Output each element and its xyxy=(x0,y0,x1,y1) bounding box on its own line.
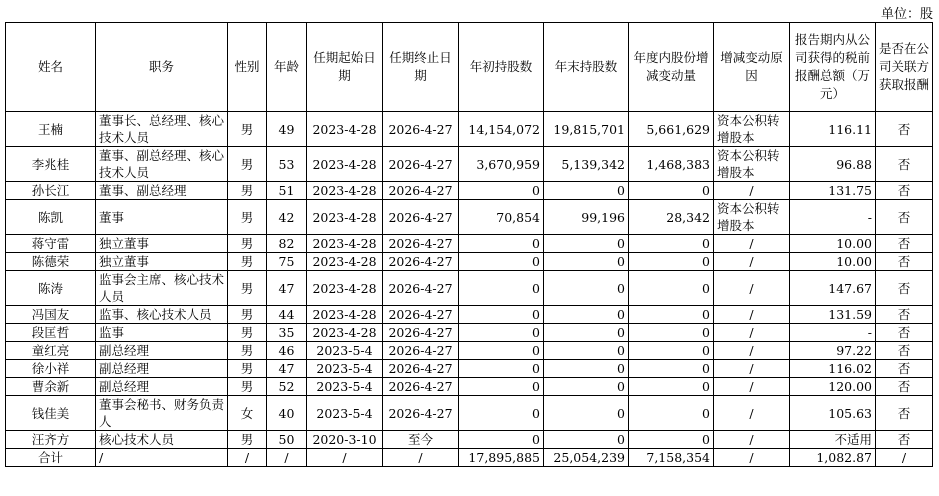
person-name-cell: 王楠 xyxy=(6,112,96,147)
change-reason-cell: / xyxy=(714,324,790,342)
related-pay-cell: 否 xyxy=(876,396,933,431)
begin-shares-cell: 0 xyxy=(459,378,544,396)
term-end-cell: 2026-4-27 xyxy=(383,360,459,378)
header-pay: 报告期内从公司获得的税前报酬总额（万元） xyxy=(790,23,876,112)
position-cell: 独立董事 xyxy=(96,253,228,271)
share-change-cell: 0 xyxy=(629,253,714,271)
table-row xyxy=(6,271,933,306)
header-term-end: 任期终止日期 xyxy=(383,23,459,112)
age-cell: 51 xyxy=(267,182,307,200)
gender-cell: 男 xyxy=(228,253,267,271)
change-reason-cell: 资本公积转增股本 xyxy=(714,200,790,235)
pay-cell: 131.59 xyxy=(790,306,876,324)
change-reason-cell: / xyxy=(714,235,790,253)
term-start-cell: 2023-4-28 xyxy=(307,235,383,253)
begin-shares-cell: 0 xyxy=(459,431,544,449)
end-shares-cell: 0 xyxy=(544,431,629,449)
change-reason-cell: / xyxy=(714,271,790,306)
position-cell: 副总经理 xyxy=(96,378,228,396)
begin-shares-cell: 0 xyxy=(459,396,544,431)
position-cell: 独立董事 xyxy=(96,235,228,253)
pay-cell: 116.11 xyxy=(790,112,876,147)
share-change-cell: 5,661,629 xyxy=(629,112,714,147)
pay-cell: 1,082.87 xyxy=(790,449,876,467)
person-name-cell: 童红亮 xyxy=(6,342,96,360)
position-cell: 监事会主席、核心技术人员 xyxy=(96,271,228,306)
table-row xyxy=(6,112,933,147)
person-name-cell: 陈凯 xyxy=(6,200,96,235)
gender-cell: 男 xyxy=(228,147,267,182)
related-pay-cell: 否 xyxy=(876,271,933,306)
management-shareholding-table xyxy=(5,22,933,467)
begin-shares-cell: 3,670,959 xyxy=(459,147,544,182)
header-related-pay: 是否在公司关联方获取报酬 xyxy=(876,23,933,112)
begin-shares-cell: 17,895,885 xyxy=(459,449,544,467)
share-change-cell: 0 xyxy=(629,324,714,342)
related-pay-cell: 否 xyxy=(876,306,933,324)
age-cell: 44 xyxy=(267,306,307,324)
end-shares-cell: 0 xyxy=(544,396,629,431)
begin-shares-cell: 0 xyxy=(459,253,544,271)
pay-cell: 96.88 xyxy=(790,147,876,182)
person-name-cell: 合计 xyxy=(6,449,96,467)
share-change-cell: 0 xyxy=(629,360,714,378)
share-change-cell: 0 xyxy=(629,378,714,396)
pay-cell: - xyxy=(790,324,876,342)
end-shares-cell: 0 xyxy=(544,378,629,396)
term-end-cell: 2026-4-27 xyxy=(383,112,459,147)
table-row xyxy=(6,253,933,271)
related-pay-cell: 否 xyxy=(876,253,933,271)
term-start-cell: 2023-4-28 xyxy=(307,200,383,235)
total-row xyxy=(6,449,933,467)
end-shares-cell: 19,815,701 xyxy=(544,112,629,147)
term-end-cell: / xyxy=(383,449,459,467)
pay-cell: 120.00 xyxy=(790,378,876,396)
age-cell: 46 xyxy=(267,342,307,360)
term-end-cell: 2026-4-27 xyxy=(383,324,459,342)
end-shares-cell: 0 xyxy=(544,182,629,200)
gender-cell: 男 xyxy=(228,378,267,396)
term-end-cell: 2026-4-27 xyxy=(383,147,459,182)
table-row xyxy=(6,342,933,360)
age-cell: 50 xyxy=(267,431,307,449)
term-end-cell: 2026-4-27 xyxy=(383,342,459,360)
begin-shares-cell: 0 xyxy=(459,182,544,200)
end-shares-cell: 99,196 xyxy=(544,200,629,235)
share-change-cell: 0 xyxy=(629,235,714,253)
position-cell: / xyxy=(96,449,228,467)
header-age: 年龄 xyxy=(267,23,307,112)
end-shares-cell: 0 xyxy=(544,306,629,324)
term-end-cell: 2026-4-27 xyxy=(383,396,459,431)
end-shares-cell: 0 xyxy=(544,271,629,306)
person-name-cell: 曹余新 xyxy=(6,378,96,396)
position-cell: 董事长、总经理、核心技术人员 xyxy=(96,112,228,147)
related-pay-cell: 否 xyxy=(876,182,933,200)
pay-cell: 105.63 xyxy=(790,396,876,431)
age-cell: 75 xyxy=(267,253,307,271)
table-row xyxy=(6,360,933,378)
gender-cell: / xyxy=(228,449,267,467)
person-name-cell: 孙长江 xyxy=(6,182,96,200)
position-cell: 董事会秘书、财务负责人 xyxy=(96,396,228,431)
related-pay-cell: 否 xyxy=(876,360,933,378)
term-start-cell: 2023-4-28 xyxy=(307,253,383,271)
end-shares-cell: 0 xyxy=(544,342,629,360)
pay-cell: 131.75 xyxy=(790,182,876,200)
term-start-cell: 2020-3-10 xyxy=(307,431,383,449)
age-cell: 53 xyxy=(267,147,307,182)
term-end-cell: 2026-4-27 xyxy=(383,306,459,324)
gender-cell: 男 xyxy=(228,182,267,200)
term-start-cell: / xyxy=(307,449,383,467)
table-row xyxy=(6,396,933,431)
gender-cell: 男 xyxy=(228,342,267,360)
related-pay-cell: 否 xyxy=(876,200,933,235)
age-cell: 42 xyxy=(267,200,307,235)
age-cell: 52 xyxy=(267,378,307,396)
age-cell: 47 xyxy=(267,360,307,378)
person-name-cell: 段匡哲 xyxy=(6,324,96,342)
share-change-cell: 0 xyxy=(629,396,714,431)
begin-shares-cell: 0 xyxy=(459,342,544,360)
change-reason-cell: / xyxy=(714,449,790,467)
position-cell: 董事 xyxy=(96,200,228,235)
gender-cell: 男 xyxy=(228,431,267,449)
table-row xyxy=(6,306,933,324)
term-end-cell: 2026-4-27 xyxy=(383,182,459,200)
change-reason-cell: 资本公积转增股本 xyxy=(714,112,790,147)
share-change-cell: 0 xyxy=(629,271,714,306)
term-start-cell: 2023-5-4 xyxy=(307,378,383,396)
header-position: 职务 xyxy=(96,23,228,112)
position-cell: 监事、核心技术人员 xyxy=(96,306,228,324)
age-cell: / xyxy=(267,449,307,467)
begin-shares-cell: 0 xyxy=(459,324,544,342)
gender-cell: 男 xyxy=(228,324,267,342)
age-cell: 35 xyxy=(267,324,307,342)
term-end-cell: 2026-4-27 xyxy=(383,378,459,396)
end-shares-cell: 0 xyxy=(544,360,629,378)
age-cell: 40 xyxy=(267,396,307,431)
change-reason-cell: / xyxy=(714,182,790,200)
unit-label: 单位：股 xyxy=(880,7,933,22)
person-name-cell: 汪齐方 xyxy=(6,431,96,449)
position-cell: 董事、副总经理、核心技术人员 xyxy=(96,147,228,182)
related-pay-cell: 否 xyxy=(876,431,933,449)
table-row xyxy=(6,235,933,253)
end-shares-cell: 0 xyxy=(544,235,629,253)
share-change-cell: 28,342 xyxy=(629,200,714,235)
gender-cell: 男 xyxy=(228,360,267,378)
begin-shares-cell: 0 xyxy=(459,271,544,306)
term-end-cell: 2026-4-27 xyxy=(383,271,459,306)
related-pay-cell: 否 xyxy=(876,378,933,396)
age-cell: 49 xyxy=(267,112,307,147)
change-reason-cell: / xyxy=(714,306,790,324)
end-shares-cell: 0 xyxy=(544,324,629,342)
header-gender: 性别 xyxy=(228,23,267,112)
related-pay-cell: 否 xyxy=(876,147,933,182)
related-pay-cell: / xyxy=(876,449,933,467)
term-end-cell: 2026-4-27 xyxy=(383,253,459,271)
gender-cell: 男 xyxy=(228,200,267,235)
term-start-cell: 2023-4-28 xyxy=(307,147,383,182)
table-row xyxy=(6,200,933,235)
pay-cell: 147.67 xyxy=(790,271,876,306)
related-pay-cell: 否 xyxy=(876,342,933,360)
begin-shares-cell: 0 xyxy=(459,235,544,253)
person-name-cell: 钱佳美 xyxy=(6,396,96,431)
person-name-cell: 蒋守雷 xyxy=(6,235,96,253)
related-pay-cell: 否 xyxy=(876,324,933,342)
table-row xyxy=(6,182,933,200)
share-change-cell: 1,468,383 xyxy=(629,147,714,182)
begin-shares-cell: 14,154,072 xyxy=(459,112,544,147)
end-shares-cell: 5,139,342 xyxy=(544,147,629,182)
change-reason-cell: / xyxy=(714,378,790,396)
change-reason-cell: / xyxy=(714,342,790,360)
pay-cell: 10.00 xyxy=(790,253,876,271)
share-change-cell: 0 xyxy=(629,431,714,449)
age-cell: 47 xyxy=(267,271,307,306)
header-change-reason: 增减变动原因 xyxy=(714,23,790,112)
position-cell: 核心技术人员 xyxy=(96,431,228,449)
person-name-cell: 冯国友 xyxy=(6,306,96,324)
pay-cell: 10.00 xyxy=(790,235,876,253)
position-cell: 副总经理 xyxy=(96,360,228,378)
header-row xyxy=(6,23,933,112)
share-change-cell: 0 xyxy=(629,342,714,360)
header-begin-shares: 年初持股数 xyxy=(459,23,544,112)
person-name-cell: 陈德荣 xyxy=(6,253,96,271)
table-row xyxy=(6,324,933,342)
person-name-cell: 徐小祥 xyxy=(6,360,96,378)
share-change-cell: 0 xyxy=(629,306,714,324)
change-reason-cell: / xyxy=(714,396,790,431)
gender-cell: 男 xyxy=(228,271,267,306)
term-start-cell: 2023-5-4 xyxy=(307,396,383,431)
header-name: 姓名 xyxy=(6,23,96,112)
person-name-cell: 李兆桂 xyxy=(6,147,96,182)
begin-shares-cell: 0 xyxy=(459,360,544,378)
gender-cell: 男 xyxy=(228,112,267,147)
term-start-cell: 2023-4-28 xyxy=(307,271,383,306)
related-pay-cell: 否 xyxy=(876,112,933,147)
position-cell: 副总经理 xyxy=(96,342,228,360)
person-name-cell: 陈涛 xyxy=(6,271,96,306)
term-start-cell: 2023-5-4 xyxy=(307,360,383,378)
table-row xyxy=(6,378,933,396)
end-shares-cell: 25,054,239 xyxy=(544,449,629,467)
end-shares-cell: 0 xyxy=(544,253,629,271)
pay-cell: 不适用 xyxy=(790,431,876,449)
term-start-cell: 2023-4-28 xyxy=(307,112,383,147)
term-start-cell: 2023-4-28 xyxy=(307,306,383,324)
change-reason-cell: 资本公积转增股本 xyxy=(714,147,790,182)
pay-cell: 116.02 xyxy=(790,360,876,378)
age-cell: 82 xyxy=(267,235,307,253)
header-end-shares: 年末持股数 xyxy=(544,23,629,112)
share-change-cell: 0 xyxy=(629,182,714,200)
share-change-cell: 7,158,354 xyxy=(629,449,714,467)
gender-cell: 男 xyxy=(228,306,267,324)
pay-cell: 97.22 xyxy=(790,342,876,360)
change-reason-cell: / xyxy=(714,431,790,449)
change-reason-cell: / xyxy=(714,360,790,378)
header-share-change: 年度内股份增减变动量 xyxy=(629,23,714,112)
term-start-cell: 2023-4-28 xyxy=(307,182,383,200)
position-cell: 监事 xyxy=(96,324,228,342)
term-start-cell: 2023-5-4 xyxy=(307,342,383,360)
change-reason-cell: / xyxy=(714,253,790,271)
position-cell: 董事、副总经理 xyxy=(96,182,228,200)
begin-shares-cell: 70,854 xyxy=(459,200,544,235)
term-end-cell: 2026-4-27 xyxy=(383,200,459,235)
term-start-cell: 2023-4-28 xyxy=(307,324,383,342)
pay-cell: - xyxy=(790,200,876,235)
table-row xyxy=(6,431,933,449)
related-pay-cell: 否 xyxy=(876,235,933,253)
begin-shares-cell: 0 xyxy=(459,306,544,324)
term-end-cell: 至今 xyxy=(383,431,459,449)
table-row xyxy=(6,147,933,182)
gender-cell: 男 xyxy=(228,235,267,253)
term-end-cell: 2026-4-27 xyxy=(383,235,459,253)
gender-cell: 女 xyxy=(228,396,267,431)
header-term-start: 任期起始日期 xyxy=(307,23,383,112)
